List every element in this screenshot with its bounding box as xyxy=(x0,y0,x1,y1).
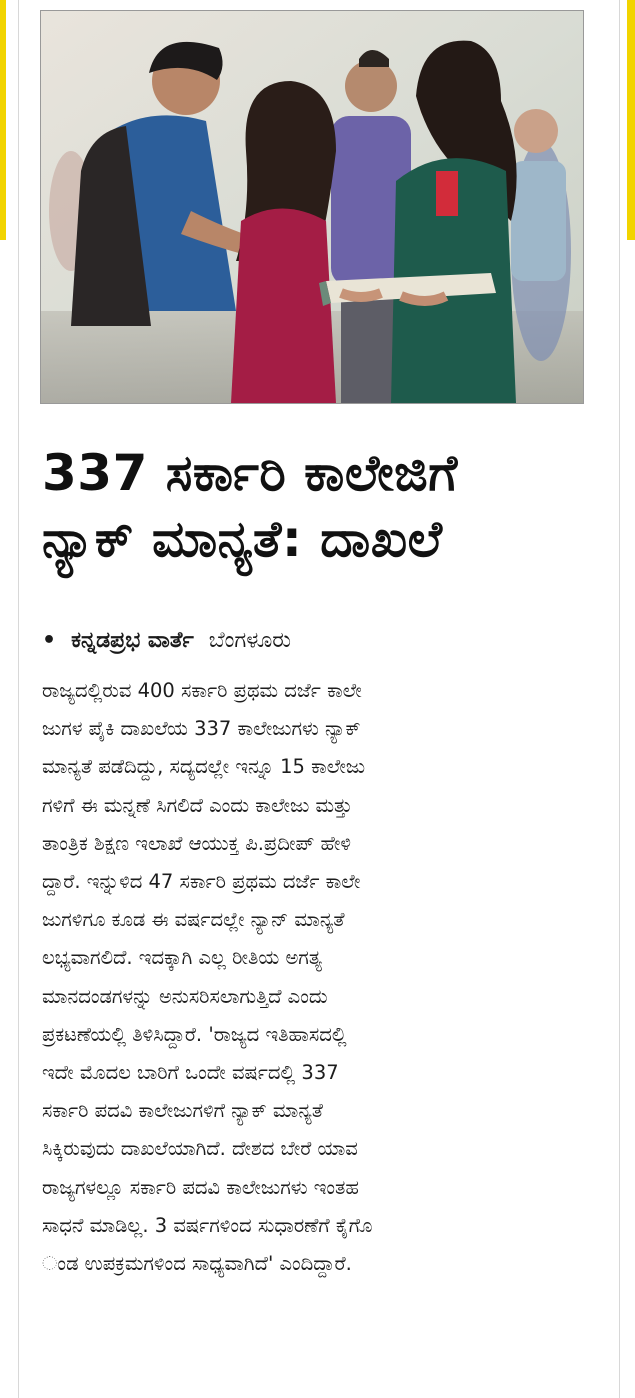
byline xyxy=(42,626,602,656)
body-line: ದ್ದಾರೆ. ಇನ್ನುಳಿದ 47 ಸರ್ಕಾರಿ ಪ್ರಥಮ ದರ್ಜೆ ಕಾಲೇ xyxy=(42,870,361,894)
body-line: ಮಾನ್ಯತೆ ಪಡೆದಿದ್ದು, ಸದ್ಯದಲ್ಲೇ ಇನ್ನೂ 15 ಕಾಲೇಜು xyxy=(42,755,366,779)
byline-bullet: • xyxy=(42,628,57,653)
body-line: ಜುಗಳ ಪೈಕಿ ದಾಖಲೆಯ 337 ಕಾಲೇಜುಗಳು ನ್ಯಾಕ್ xyxy=(42,717,361,741)
students-photo-illustration xyxy=(41,11,583,403)
article-body xyxy=(42,672,590,1283)
article-headline xyxy=(42,440,602,572)
body-line: ತಾಂತ್ರಿಕ ಶಿಕ್ಷಣ ಇಲಾಖೆ ಆಯುಕ್ತ ಪಿ.ಪ್ರದೀಪ್ ಹೇಳಿ xyxy=(42,831,352,855)
body-line: ರಾಜ್ಯದಲ್ಲಿರುವ 400 ಸರ್ಕಾರಿ ಪ್ರಥಮ ದರ್ಜೆ ಕಾಲೇ xyxy=(42,679,362,702)
body-line: ಮಾನದಂಡಗಳನ್ನು ಅನುಸರಿಸಲಾಗುತ್ತಿದೆ ಎಂದು xyxy=(42,984,328,1008)
body-line: ಲಭ್ಯವಾಗಲಿದೆ. ಇದಕ್ಕಾಗಿ ಎಲ್ಲ ರೀತಿಯ ಅಗತ್ಯ xyxy=(42,946,322,970)
article-photo xyxy=(40,10,584,404)
body-line: ಗಳಿಗೆ ಈ ಮನ್ನಣೆ ಸಿಗಲಿದೆ ಎಂದು ಕಾಲೇಜು ಮತ್ತು xyxy=(42,793,353,817)
headline-line-2: ನ್ಯಾಕ್ ಮಾನ್ಯತೆ: ದಾಖಲೆ xyxy=(42,510,443,568)
body-line: ಜುಗಳಿಗೂ ಕೂಡ ಈ ವರ್ಷದಲ್ಲೇ ನ್ಯಾನ್ ಮಾನ್ಯತೆ xyxy=(42,908,345,932)
body-line: ಸಿಕ್ಕಿರುವುದು ದಾಖಲೆಯಾಗಿದೆ. ದೇಶದ ಬೇರೆ ಯಾವ xyxy=(42,1137,358,1161)
body-line: ರಾಜ್ಯಗಳಲ್ಲೂ ಸರ್ಕಾರಿ ಪದವಿ ಕಾಲೇಜುಗಳು ಇಂತಹ xyxy=(42,1175,359,1199)
headline-line-1: 337 ಸರ್ಕಾರಿ ಕಾಲೇಜಿಗೆ xyxy=(42,444,458,502)
byline-agency: ಕನ್ನಡಪ್ರಭ ವಾರ್ತೆ xyxy=(71,628,194,653)
body-line: ಪ್ರಕಟಣೆಯಲ್ಲಿ ತಿಳಿಸಿದ್ದಾರೆ. 'ರಾಜ್ಯದ ಇತಿಹಾಸದಲ್ಲಿ xyxy=(42,1022,347,1046)
body-line: ಸಾಧನೆ ಮಾಡಿಲ್ಲ. 3 ವರ್ಷಗಳಿಂದ ಸುಧಾರಣೆಗೆ ಕೈಗೊ xyxy=(42,1213,373,1237)
byline-city: ಬೆಂಗಳೂರು xyxy=(208,628,291,653)
body-line: ಸರ್ಕಾರಿ ಪದವಿ ಕಾಲೇಜುಗಳಿಗೆ ನ್ಯಾಕ್ ಮಾನ್ಯತೆ xyxy=(42,1099,323,1123)
body-line: ಇದೇ ಮೊದಲ ಬಾರಿಗೆ ಒಂದೇ ವರ್ಷದಲ್ಲಿ 337 xyxy=(42,1061,339,1085)
yellow-accent-strip xyxy=(0,0,6,240)
yellow-accent-strip xyxy=(627,0,635,240)
body-line: ಂಡ ಉಪಕ್ರಮಗಳಿಂದ ಸಾಧ್ಯವಾಗಿದೆ' ಎಂದಿದ್ದಾರೆ. xyxy=(42,1252,352,1276)
